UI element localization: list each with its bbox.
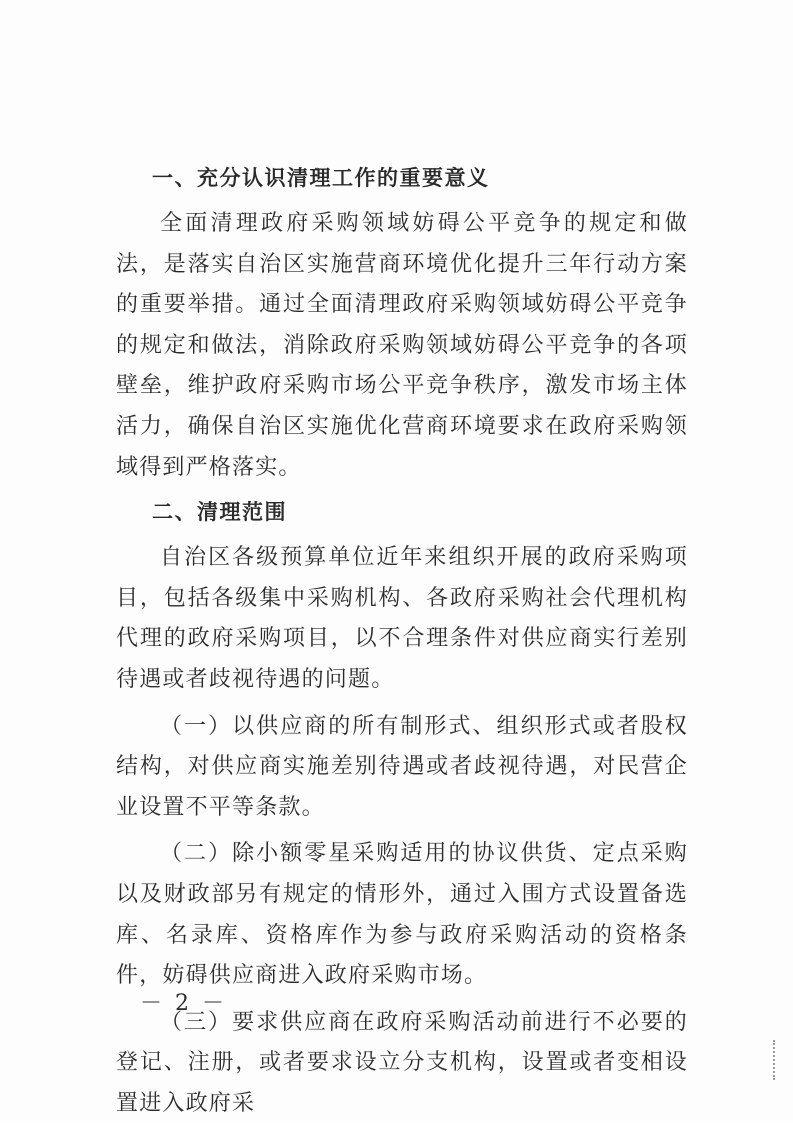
section-2-paragraph: 自治区各级预算单位近年来组织开展的政府采购项目，包括各级集中采购机构、各政府采购社会代理机构代理的政府采购项目，以不合理条件对供应商实行差别待遇或者歧视待遇的问题。: [116, 545, 688, 692]
section-2-item-2: （二）除小额零星采购适用的协议供货、定点采购以及财政部另有规定的情形外，通过入围方式设置备选库、名录库、资格库作为参与政府采购活动的资格条件，妨碍供应商进入政府采购市场。: [116, 841, 688, 989]
section-1-heading: 一、充分认识清理工作的重要意义: [152, 166, 490, 190]
section-1-paragraph: 全面清理政府采购领域妨碍公平竞争的规定和做法，是落实自治区实施营商环境优化提升三年行动方案的重要举措。通过全面清理政府采购领域妨碍公平竞争的规定和做法，消除政府采购领域妨碍公平竞争的各项壁垒，维护政府采购市场公平竞争秩序，激发市场主体活力，确保自治区实施优化营商环境要求在政府采购领域得到严格落实。: [116, 211, 688, 480]
scan-artifact-dots: [773, 1040, 777, 1080]
section-2-item-1: （一）以供应商的所有制形式、组织形式或者股权结构，对供应商实施差别待遇或者歧视待遇，对民营企业设置不平等条款。: [116, 713, 688, 820]
section-2-item-3: （三）要求供应商在政府采购活动前进行不必要的登记、注册，或者要求设立分支机构，设置或者变相设置进入政府采: [116, 1009, 688, 1116]
section-2-heading: 二、清理范围: [152, 500, 287, 525]
document-body: [116, 158, 688, 1124]
page-number: － 2 －: [140, 991, 227, 1016]
